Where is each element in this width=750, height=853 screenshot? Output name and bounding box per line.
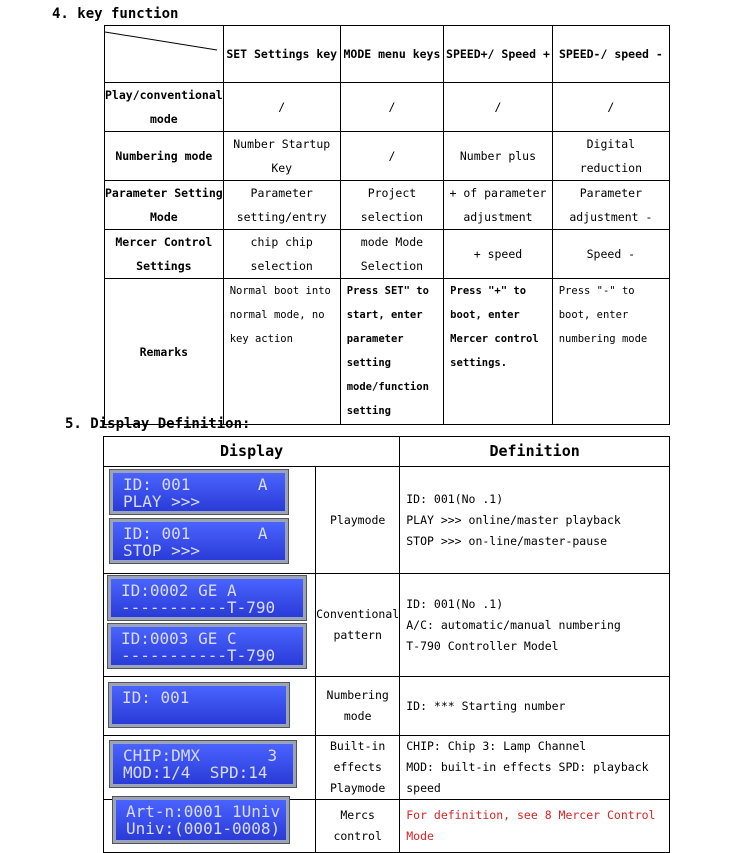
lcd-line: ID: 001 A	[123, 475, 268, 494]
header-definition: Definition	[400, 437, 670, 467]
row-label: Parameter Setting Mode	[105, 181, 224, 230]
cell: Project selection	[340, 181, 443, 230]
definition-line: ID: *** Starting number	[406, 698, 566, 713]
lcd-line: Art-n:0001 1Univ	[126, 802, 281, 821]
cell: /	[223, 83, 340, 132]
definition-cell	[400, 677, 670, 736]
lcd-line: ID: 001	[122, 688, 190, 707]
cell: Parameter setting/entry	[223, 181, 340, 230]
cell: Press SET" to start, enter parameter setting mode/function setting	[340, 279, 443, 425]
lcd-line: MOD:1/4 SPD:14	[123, 763, 268, 782]
section-5-heading: 5. Display Definition:	[65, 416, 251, 432]
cell: Normal boot into normal mode, no key action	[223, 279, 340, 425]
row-label: Numbering mode	[105, 132, 224, 181]
definition-line: T-790 Controller Model	[406, 638, 559, 653]
cell: chip chip selection	[223, 230, 340, 279]
definition-line: ID: 001(No .1)	[406, 596, 504, 611]
cell: /	[552, 83, 669, 132]
cell: Digital reduction	[552, 132, 669, 181]
key-function-table	[104, 25, 670, 425]
lcd-numbering	[109, 683, 289, 727]
header-set: SET Settings key	[223, 26, 340, 83]
section-4-heading: 4. key function	[52, 6, 179, 22]
row-label: Mercer Control Settings	[105, 230, 224, 279]
definition-line: A/C: automatic/manual numbering	[406, 617, 621, 632]
definition-line: MOD: built-in effects SPD: playback speed	[406, 760, 649, 795]
definition-line: ID: 001(No .1)	[406, 491, 504, 506]
header-speed-plus: SPEED+/ Speed +	[444, 26, 553, 83]
cell: + of parameter adjustment	[444, 181, 553, 230]
definition-cell	[400, 467, 670, 574]
lcd-stop	[110, 519, 288, 563]
definition-line: STOP >>> on-line/master-pause	[406, 533, 608, 548]
definition-line: CHIP: Chip 3: Lamp Channel	[406, 739, 587, 753]
mode-label: Numbering mode	[316, 677, 400, 736]
lcd-mercs	[113, 797, 289, 843]
lcd-conventional-a	[108, 576, 306, 620]
cell: mode Mode Selection	[340, 230, 443, 279]
cell: Number plus	[444, 132, 553, 181]
lcd-line: -----------T-790	[121, 646, 276, 665]
cell: Press "+" to boot, enter Mercer control settings.	[444, 279, 553, 425]
row-label: Remarks	[105, 279, 224, 425]
cell: + speed	[444, 230, 553, 279]
header-display: Display	[104, 437, 400, 467]
mode-label: Playmode	[316, 467, 400, 574]
definition-line: PLAY >>> online/master playback	[406, 512, 621, 527]
cell: /	[340, 83, 443, 132]
cell: /	[444, 83, 553, 132]
lcd-line: Univ:(0001-0008)	[126, 819, 281, 838]
row-label: Play/conventional mode	[105, 83, 224, 132]
definition-cell	[400, 736, 670, 800]
mode-label: Built-in effects Playmode	[316, 736, 400, 800]
lcd-line: ID:0003 GE C	[121, 629, 237, 648]
cell: Speed -	[552, 230, 669, 279]
mode-label: Mercs control	[316, 800, 400, 853]
lcd-line: PLAY >>>	[123, 492, 201, 511]
lcd-conventional-c	[108, 624, 306, 668]
lcd-builtin	[110, 741, 296, 787]
cell: Press "-" to boot, enter numbering mode	[552, 279, 669, 425]
lcd-line: CHIP:DMX 3	[123, 746, 278, 765]
cell: Number Startup Key	[223, 132, 340, 181]
corner-cell	[105, 26, 224, 83]
header-mode: MODE menu keys	[340, 26, 443, 83]
mode-label: Conventional pattern	[316, 574, 400, 677]
header-speed-minus: SPEED-/ speed -	[552, 26, 669, 83]
lcd-line: ID:0002 GE A	[121, 581, 237, 600]
cell: Parameter adjustment -	[552, 181, 669, 230]
lcd-line: -----------T-790	[121, 598, 276, 617]
cell: /	[340, 132, 443, 181]
definition-cell: For definition, see 8 Mercer Control Mode	[400, 800, 670, 853]
lcd-line: ID: 001 A	[123, 524, 268, 543]
definition-cell	[400, 574, 670, 677]
lcd-line: STOP >>>	[123, 541, 201, 560]
lcd-play	[110, 470, 288, 514]
